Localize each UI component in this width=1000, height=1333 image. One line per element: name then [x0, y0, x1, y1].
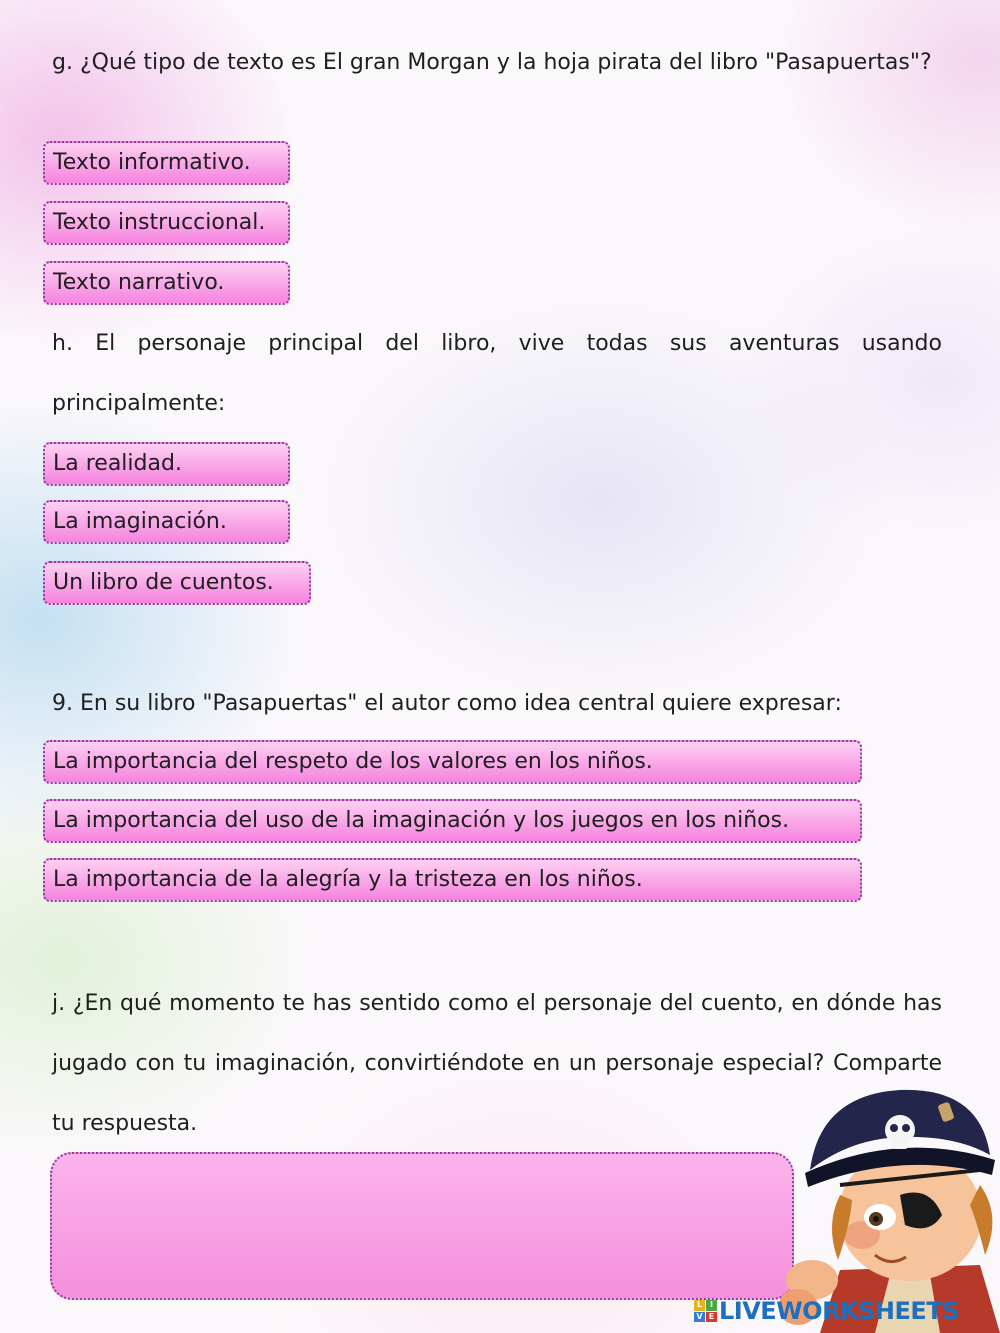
option-9-2[interactable]: La importancia del uso de la imaginación y los juegos en los niños. — [43, 799, 862, 843]
option-9-3[interactable]: La importancia de la alegría y la tristeza en los niños. — [43, 858, 862, 902]
option-9-1[interactable]: La importancia del respeto de los valores en los niños. — [43, 740, 862, 784]
question-g-text: g. ¿Qué tipo de texto es El gran Morgan y la hoja pirata del libro "Pasapuertas"? — [52, 50, 932, 75]
option-g-3[interactable]: Texto narrativo. — [43, 261, 290, 305]
option-h-2[interactable]: La imaginación. — [43, 500, 290, 544]
question-h-text: h. El personaje principal del libro, vive todas sus aventuras usando principalmente: — [52, 331, 942, 416]
answer-textarea[interactable] — [50, 1152, 794, 1300]
option-g-2[interactable]: Texto instruccional. — [43, 201, 290, 245]
liveworksheets-logo[interactable] — [694, 1294, 959, 1328]
question-j-text: j. ¿En qué momento te has sentido como el personaje del cuento, en dónde has jugado con tu imaginación, convirtiéndote en un personaje especial? Comparte tu respuesta. — [52, 991, 942, 1136]
option-g-1[interactable]: Texto informativo. — [43, 141, 290, 185]
logo-text: LIVEWORKSHEETS — [719, 1297, 959, 1325]
question-9-text: 9. En su libro "Pasapuertas" el autor como idea central quiere expresar: — [52, 691, 842, 716]
option-h-3[interactable]: Un libro de cuentos. — [43, 561, 311, 605]
liveworksheets-logo-icon: L I V E — [694, 1300, 716, 1322]
option-h-1[interactable]: La realidad. — [43, 442, 290, 486]
